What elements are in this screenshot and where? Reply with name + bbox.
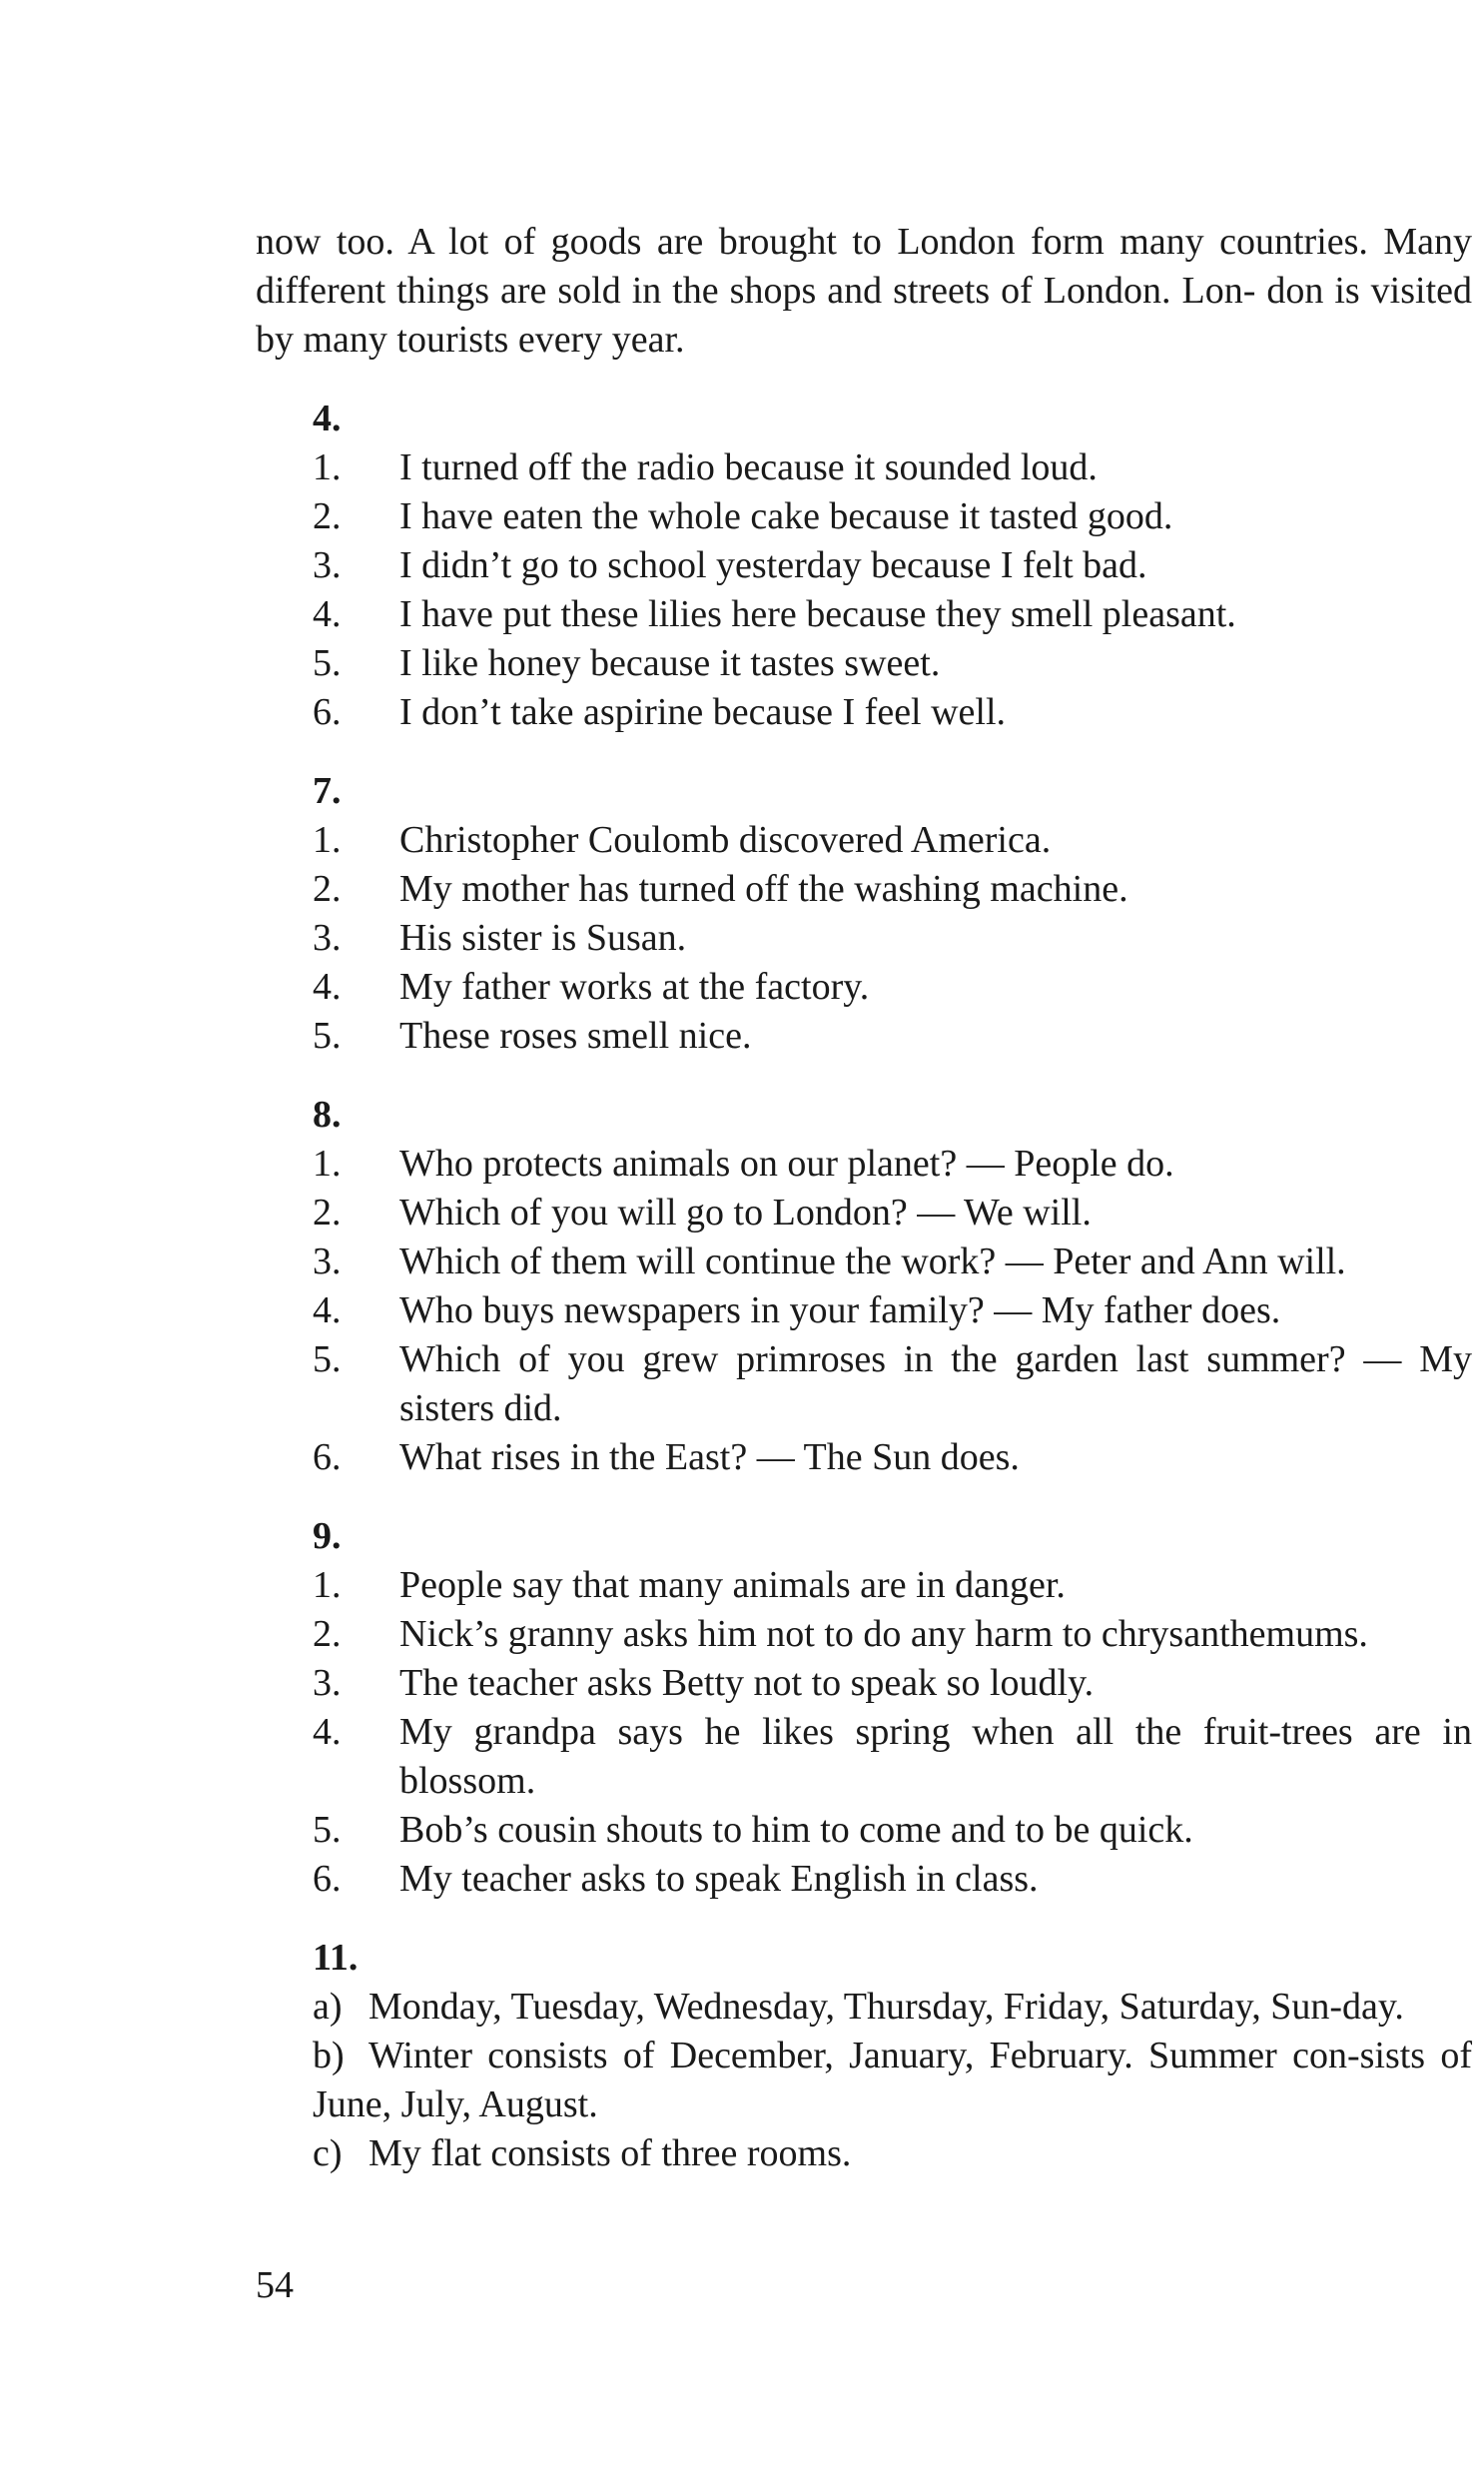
exercise-9 bbox=[313, 1512, 1472, 1904]
item-text: My grandpa says he likes spring when all the fruit-trees are in blossom. bbox=[399, 1711, 1472, 1802]
item-letter: a) bbox=[313, 1986, 343, 2028]
item-number: 4. bbox=[313, 966, 342, 1008]
exercise-4 bbox=[313, 395, 1472, 737]
item-number: 4. bbox=[313, 1711, 342, 1753]
exercise-title: 9. bbox=[313, 1515, 342, 1557]
list-item bbox=[313, 639, 1472, 688]
exercise-title: 11. bbox=[313, 1937, 359, 1979]
list-item bbox=[313, 1140, 1472, 1189]
item-text: What rises in the East? — The Sun does. bbox=[399, 1436, 1020, 1478]
list-item bbox=[313, 1610, 1472, 1659]
exercise-title: 7. bbox=[313, 770, 342, 812]
item-number: 1. bbox=[313, 1564, 342, 1606]
item-number: 3. bbox=[313, 1240, 342, 1282]
item-text: I turned off the radio because it sounded loud. bbox=[399, 446, 1098, 488]
item-text: I have put these lilies here because they smell pleasant. bbox=[399, 593, 1236, 635]
item-text: Nick’s granny asks him not to do any harm to chrysanthemums. bbox=[399, 1613, 1368, 1655]
intro-line: now too. A lot of goods are brought to London form many countries. bbox=[256, 221, 1368, 263]
item-text: My mother has turned off the washing machine. bbox=[399, 868, 1128, 910]
list-item bbox=[313, 1238, 1472, 1286]
item-number: 3. bbox=[313, 544, 342, 586]
list-item bbox=[313, 1433, 1472, 1482]
item-text: I don’t take aspirine because I feel well. bbox=[399, 691, 1007, 733]
item-number: 1. bbox=[313, 446, 342, 488]
item-text: My flat consists of three rooms. bbox=[369, 2132, 852, 2174]
item-letter: c) bbox=[313, 2132, 343, 2174]
item-text: My father works at the factory. bbox=[399, 966, 870, 1008]
list-item bbox=[313, 443, 1472, 492]
intro-line: don is visited by many tourists every year. bbox=[256, 270, 1473, 361]
list-item bbox=[313, 1659, 1472, 1708]
list-item bbox=[313, 1335, 1472, 1433]
list-item bbox=[313, 1983, 1472, 2032]
list-item bbox=[313, 914, 1472, 963]
list-item bbox=[313, 1286, 1472, 1335]
item-text: People say that many animals are in danger. bbox=[399, 1564, 1066, 1606]
item-text: My teacher asks to speak English in class. bbox=[399, 1858, 1039, 1900]
item-text: Winter consists of December, January, February. Summer con-sists of June, July, August. bbox=[313, 2035, 1472, 2125]
answer-list bbox=[313, 1561, 1472, 1904]
item-number: 1. bbox=[313, 819, 342, 861]
item-number: 2. bbox=[313, 868, 342, 910]
item-number: 2. bbox=[313, 1613, 342, 1655]
item-text: I like honey because it tastes sweet. bbox=[399, 642, 941, 684]
item-text: Which of you grew primroses in the garden last summer? — My sisters did. bbox=[399, 1338, 1472, 1429]
item-number: 6. bbox=[313, 1858, 342, 1900]
item-text: His sister is Susan. bbox=[399, 917, 687, 959]
item-number: 2. bbox=[313, 495, 342, 537]
item-number: 6. bbox=[313, 691, 342, 733]
item-number: 1. bbox=[313, 1143, 342, 1185]
item-number: 3. bbox=[313, 917, 342, 959]
item-number: 2. bbox=[313, 1192, 342, 1234]
answer-list bbox=[313, 443, 1472, 737]
item-text: Monday, Tuesday, Wednesday, Thursday, Friday, Saturday, Sun-day. bbox=[369, 1986, 1404, 2028]
exercise-8 bbox=[313, 1091, 1472, 1482]
page-number: 54 bbox=[256, 2264, 294, 2306]
list-item bbox=[313, 1806, 1472, 1855]
item-number: 6. bbox=[313, 1436, 342, 1478]
list-item bbox=[313, 816, 1472, 865]
list-item bbox=[313, 541, 1472, 590]
list-item bbox=[313, 2129, 1472, 2178]
answer-list bbox=[313, 816, 1472, 1061]
item-number: 5. bbox=[313, 642, 342, 684]
item-text: These roses smell nice. bbox=[399, 1015, 752, 1057]
item-text: I didn’t go to school yesterday because I felt bad. bbox=[399, 544, 1147, 586]
item-number: 4. bbox=[313, 1289, 342, 1331]
exercise-11 bbox=[313, 1934, 1472, 2178]
list-item bbox=[313, 1189, 1472, 1238]
item-number: 5. bbox=[313, 1015, 342, 1057]
list-item bbox=[313, 688, 1472, 737]
item-text: Who buys newspapers in your family? — My father does. bbox=[399, 1289, 1281, 1331]
list-item bbox=[313, 1855, 1472, 1904]
list-item bbox=[313, 865, 1472, 914]
item-text: Who protects animals on our planet? — People do. bbox=[399, 1143, 1174, 1185]
answer-list bbox=[313, 1140, 1472, 1482]
exercise-title: 8. bbox=[313, 1094, 342, 1136]
item-text: Which of you will go to London? — We will. bbox=[399, 1192, 1092, 1234]
item-text: Bob’s cousin shouts to him to come and to be quick. bbox=[399, 1809, 1193, 1851]
item-number: 5. bbox=[313, 1338, 342, 1380]
exercise-7 bbox=[313, 767, 1472, 1061]
intro-line: Many different things are sold in the shops and streets of London. Lon- bbox=[256, 221, 1472, 312]
list-item bbox=[313, 1708, 1472, 1806]
list-item bbox=[313, 1012, 1472, 1061]
item-text: Christopher Coulomb discovered America. bbox=[399, 819, 1052, 861]
exercise-title: 4. bbox=[313, 398, 342, 439]
list-item bbox=[313, 590, 1472, 639]
list-item bbox=[313, 492, 1472, 541]
list-item bbox=[313, 963, 1472, 1012]
item-text: I have eaten the whole cake because it tasted good. bbox=[399, 495, 1173, 537]
item-number: 3. bbox=[313, 1662, 342, 1704]
list-item bbox=[313, 1561, 1472, 1610]
item-letter: b) bbox=[313, 2035, 345, 2076]
intro-paragraph bbox=[256, 218, 1472, 365]
page-body bbox=[256, 218, 1472, 2178]
item-number: 5. bbox=[313, 1809, 342, 1851]
item-text: Which of them will continue the work? — Peter and Ann will. bbox=[399, 1240, 1346, 1282]
item-number: 4. bbox=[313, 593, 342, 635]
item-text: The teacher asks Betty not to speak so loudly. bbox=[399, 1662, 1095, 1704]
list-item bbox=[313, 2032, 1472, 2129]
